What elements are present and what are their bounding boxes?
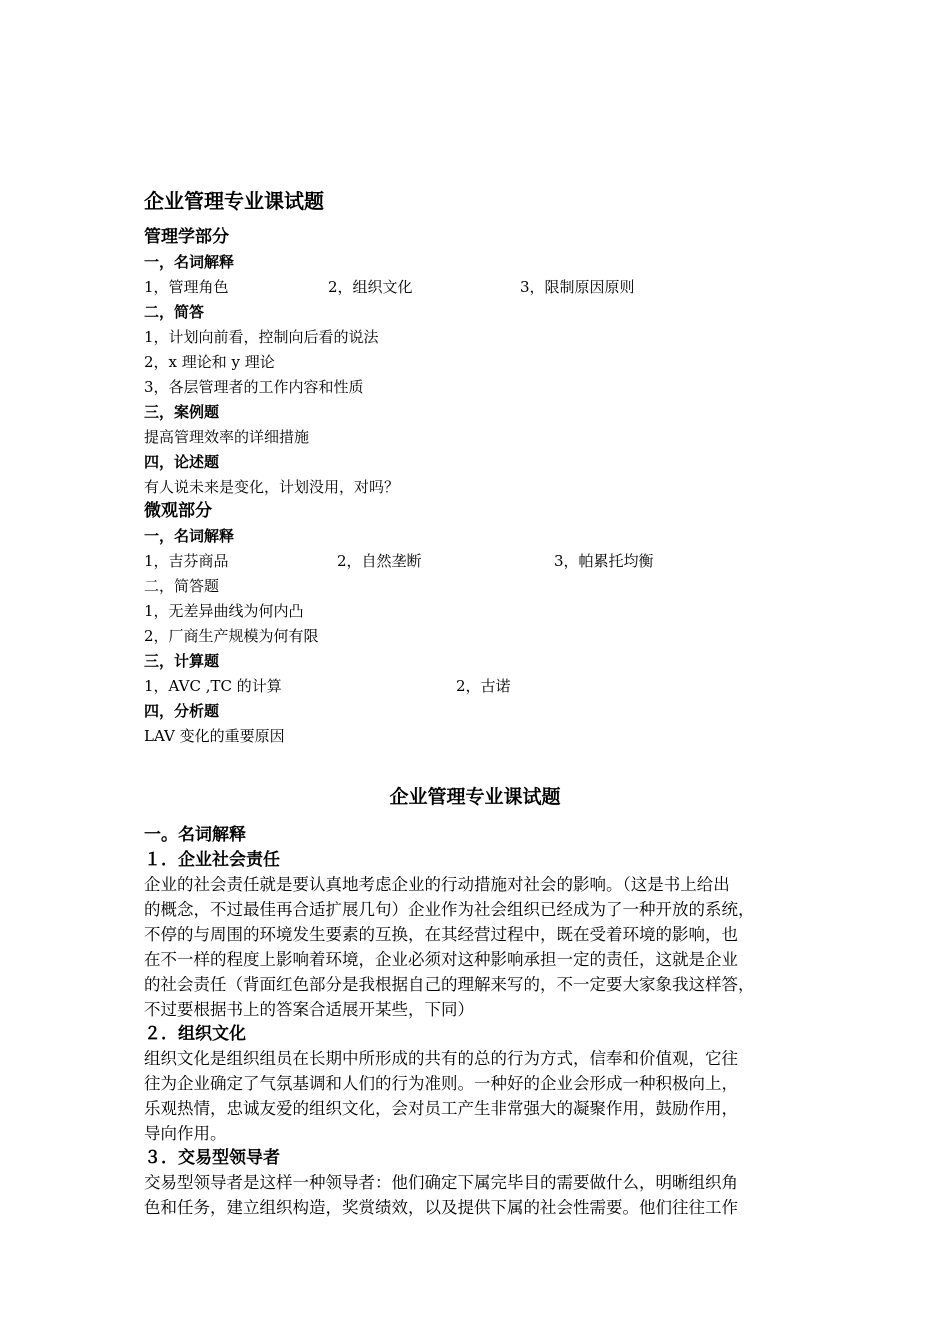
term-item: 2，组织文化 [328, 278, 413, 296]
entry-heading: １．企业社会责任 [144, 850, 280, 870]
question-item: 2，古诺 [456, 677, 511, 695]
question-item: LAV 变化的重要原因 [144, 727, 285, 745]
question-item: 有人说未来是变化，计划没用，对吗？ [144, 478, 400, 496]
paragraph-line: 乐观热情，忠诚友爱的组织文化，会对员工产生非常强大的凝聚作用，鼓励作用， [144, 1099, 738, 1118]
term-row [144, 679, 844, 697]
subheading-analysis: 四，分析题 [144, 702, 220, 720]
entry-heading: ２．组织文化 [144, 1024, 246, 1044]
entry-heading: ３．交易型领导者 [144, 1148, 280, 1168]
question-item: 3，各层管理者的工作内容和性质 [144, 378, 364, 396]
document-title: 企业管理专业课试题 [144, 189, 324, 213]
subheading-short-answer: 二，简答 [144, 303, 205, 321]
paragraph-line: 不过要根据书上的答案合适展开某些，下同） [144, 1000, 474, 1019]
subheading-case: 三，案例题 [144, 403, 220, 421]
term-item: 1，管理角色 [144, 278, 229, 296]
paragraph-line: 不停的与周围的环境发生要素的互换，在其经营过程中，既在受着环境的影响，也 [144, 925, 738, 944]
question-item: 1，计划向前看，控制向后看的说法 [144, 328, 379, 346]
paragraph-line: 色和任务，建立组织构造，奖赏绩效，以及提供下属的社会性需要。他们往往工作 [144, 1198, 738, 1217]
question-item: 1，AVC ,TC 的计算 [144, 677, 282, 695]
question-item: 提高管理效率的详细措施 [144, 428, 310, 446]
subheading-terms: 一，名词解释 [144, 527, 235, 545]
section-heading-terms: 一。名词解释 [144, 825, 246, 845]
question-item: 2，x 理论和 y 理论 [144, 353, 275, 371]
subheading-essay: 四，论述题 [144, 453, 220, 471]
question-item: 1，无差异曲线为何内凸 [144, 602, 304, 620]
subheading-short-answer: 二，简答题 [144, 577, 220, 595]
section-heading-management: 管理学部分 [144, 227, 229, 247]
paragraph-line: 往为企业确定了气氛基调和人们的行为准则。一种好的企业会形成一种积极向上， [144, 1074, 738, 1093]
subheading-terms: 一，名词解释 [144, 253, 235, 271]
paragraph-line: 组织文化是组织组员在长期中所形成的共有的总的行为方式，信奉和价值观，它往 [144, 1049, 738, 1068]
term-row [144, 554, 844, 572]
section-heading-micro: 微观部分 [144, 501, 212, 521]
paragraph-line: 的社会责任（背面红色部分是我根据自己的理解来写的，不一定要大家象我这样答， [144, 975, 755, 994]
paragraph-line: 的概念，不过最佳再合适扩展几句）企业作为社会组织已经成为了一种开放的系统， [144, 900, 755, 919]
paragraph-line: 在不一样的程度上影响着环境，企业必须对这种影响承担一定的责任，这就是企业 [144, 950, 738, 969]
term-item: 2，自然垄断 [337, 552, 422, 570]
term-item: 3，帕累托均衡 [554, 552, 654, 570]
paragraph-line: 企业的社会责任就是要认真地考虑企业的行动措施对社会的影响。（这是书上给出 [144, 875, 730, 894]
term-row [144, 280, 844, 298]
answer-title: 企业管理专业课试题 [389, 786, 561, 808]
subheading-calculation: 三，计算题 [144, 652, 220, 670]
term-item: 1，吉芬商品 [144, 552, 229, 570]
paragraph-line: 导向作用。 [144, 1124, 227, 1143]
question-item: 2，厂商生产规模为何有限 [144, 627, 319, 645]
term-item: 3，限制原因原则 [520, 278, 635, 296]
paragraph-line: 交易型领导者是这样一种领导者：他们确定下属完毕目的需要做什么，明晰组织角 [144, 1173, 738, 1192]
